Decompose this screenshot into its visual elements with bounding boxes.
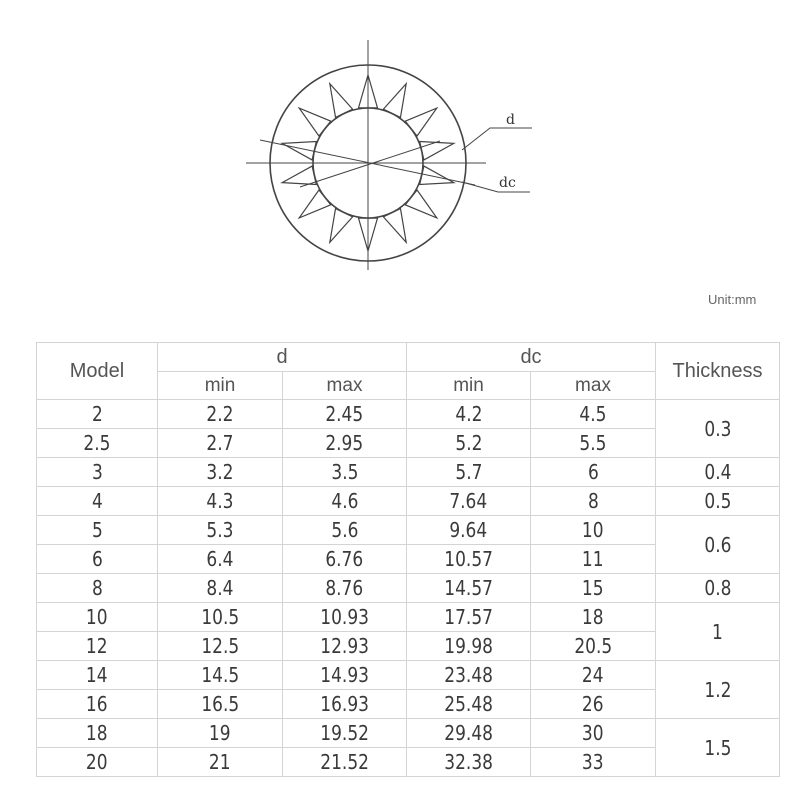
cell-model: 6 [37,545,158,574]
cell-d-min: 19 [158,719,283,748]
cell-d-max: 2.45 [283,400,407,429]
cell-d-max: 19.52 [283,719,407,748]
cell-dc-max: 20.5 [531,632,656,661]
subheader-d-min: min [158,372,283,400]
cell-thickness: 0.4 [656,458,780,487]
cell-thickness: 1.5 [656,719,780,777]
cell-d-min: 12.5 [158,632,283,661]
unit-label: Unit:mm [708,292,757,307]
table-row [37,719,780,748]
cell-model: 2 [37,400,158,429]
cell-dc-min: 23.48 [407,661,531,690]
cell-model: 20 [37,748,158,777]
cell-dc-min: 9.64 [407,516,531,545]
table-row [37,487,780,516]
header-dc: dc [407,343,656,372]
cell-d-min: 10.5 [158,603,283,632]
cell-thickness: 1.2 [656,661,780,719]
cell-d-min: 8.4 [158,574,283,603]
cell-dc-min: 32.38 [407,748,531,777]
washer-tooth [299,190,331,218]
cell-d-max: 5.6 [283,516,407,545]
cell-d-max: 10.93 [283,603,407,632]
cell-d-min: 6.4 [158,545,283,574]
table-row [37,661,780,690]
cell-d-max: 21.52 [283,748,407,777]
subheader-dc-min: min [407,372,531,400]
cell-d-max: 14.93 [283,661,407,690]
center-lines [246,40,486,270]
cell-model: 5 [37,516,158,545]
label-dc: dc [499,175,516,191]
washer-tooth [330,84,353,118]
cell-dc-min: 25.48 [407,690,531,719]
washer-tooth [405,190,437,218]
cell-dc-max: 30 [531,719,656,748]
cell-model: 8 [37,574,158,603]
cell-d-min: 16.5 [158,690,283,719]
washer-tooth [383,209,406,243]
washer-tooth [330,209,353,243]
table-row [37,516,780,545]
cell-thickness: 0.3 [656,400,780,458]
table-row [37,574,780,603]
cell-model: 14 [37,661,158,690]
cell-d-min: 4.3 [158,487,283,516]
cell-thickness: 0.5 [656,487,780,516]
cell-model: 3 [37,458,158,487]
table-header-row [37,343,780,372]
cell-dc-max: 5.5 [531,429,656,458]
cell-dc-max: 18 [531,603,656,632]
cell-dc-min: 4.2 [407,400,531,429]
header-model: Model [37,343,158,400]
cell-d-max: 12.93 [283,632,407,661]
cell-dc-min: 5.7 [407,458,531,487]
cell-dc-min: 17.57 [407,603,531,632]
cell-dc-max: 6 [531,458,656,487]
cell-thickness: 0.8 [656,574,780,603]
cell-dc-min: 7.64 [407,487,531,516]
washer-tooth [383,84,406,118]
cell-d-max: 16.93 [283,690,407,719]
dimension-line-dc [300,141,530,192]
washer-tooth [405,108,437,136]
cell-model: 18 [37,719,158,748]
cell-d-max: 6.76 [283,545,407,574]
label-d: d [506,112,515,128]
cell-dc-max: 4.5 [531,400,656,429]
table-row [37,603,780,632]
table-body [37,400,780,777]
cell-dc-max: 11 [531,545,656,574]
table-row [37,400,780,429]
table-row [37,458,780,487]
cell-d-max: 2.95 [283,429,407,458]
subheader-d-max: max [283,372,407,400]
cell-model: 4 [37,487,158,516]
cell-dc-max: 15 [531,574,656,603]
cell-d-min: 3.2 [158,458,283,487]
cell-dc-max: 33 [531,748,656,777]
cell-d-min: 5.3 [158,516,283,545]
cell-model: 12 [37,632,158,661]
cell-dc-max: 10 [531,516,656,545]
cell-d-min: 21 [158,748,283,777]
cell-model: 10 [37,603,158,632]
washer-spec-table [36,342,780,777]
cell-dc-max: 26 [531,690,656,719]
cell-d-max: 8.76 [283,574,407,603]
cell-d-min: 2.2 [158,400,283,429]
cell-model: 16 [37,690,158,719]
cell-dc-min: 5.2 [407,429,531,458]
dimension-line-d [260,128,532,185]
cell-thickness: 1 [656,603,780,661]
cell-dc-max: 8 [531,487,656,516]
washer-tooth [282,166,316,184]
washer-tooth [420,166,454,184]
washer-tooth [420,141,454,159]
cell-d-max: 3.5 [283,458,407,487]
cell-d-min: 14.5 [158,661,283,690]
subheader-dc-max: max [531,372,656,400]
cell-d-max: 4.6 [283,487,407,516]
cell-d-min: 2.7 [158,429,283,458]
header-d: d [158,343,407,372]
cell-model: 2.5 [37,429,158,458]
cell-dc-min: 10.57 [407,545,531,574]
cell-dc-min: 14.57 [407,574,531,603]
cell-dc-max: 24 [531,661,656,690]
cell-thickness: 0.6 [656,516,780,574]
header-thickness: Thickness [656,343,780,400]
washer-tooth [299,108,331,136]
washer-diagram [240,35,540,285]
cell-dc-min: 19.98 [407,632,531,661]
cell-dc-min: 29.48 [407,719,531,748]
